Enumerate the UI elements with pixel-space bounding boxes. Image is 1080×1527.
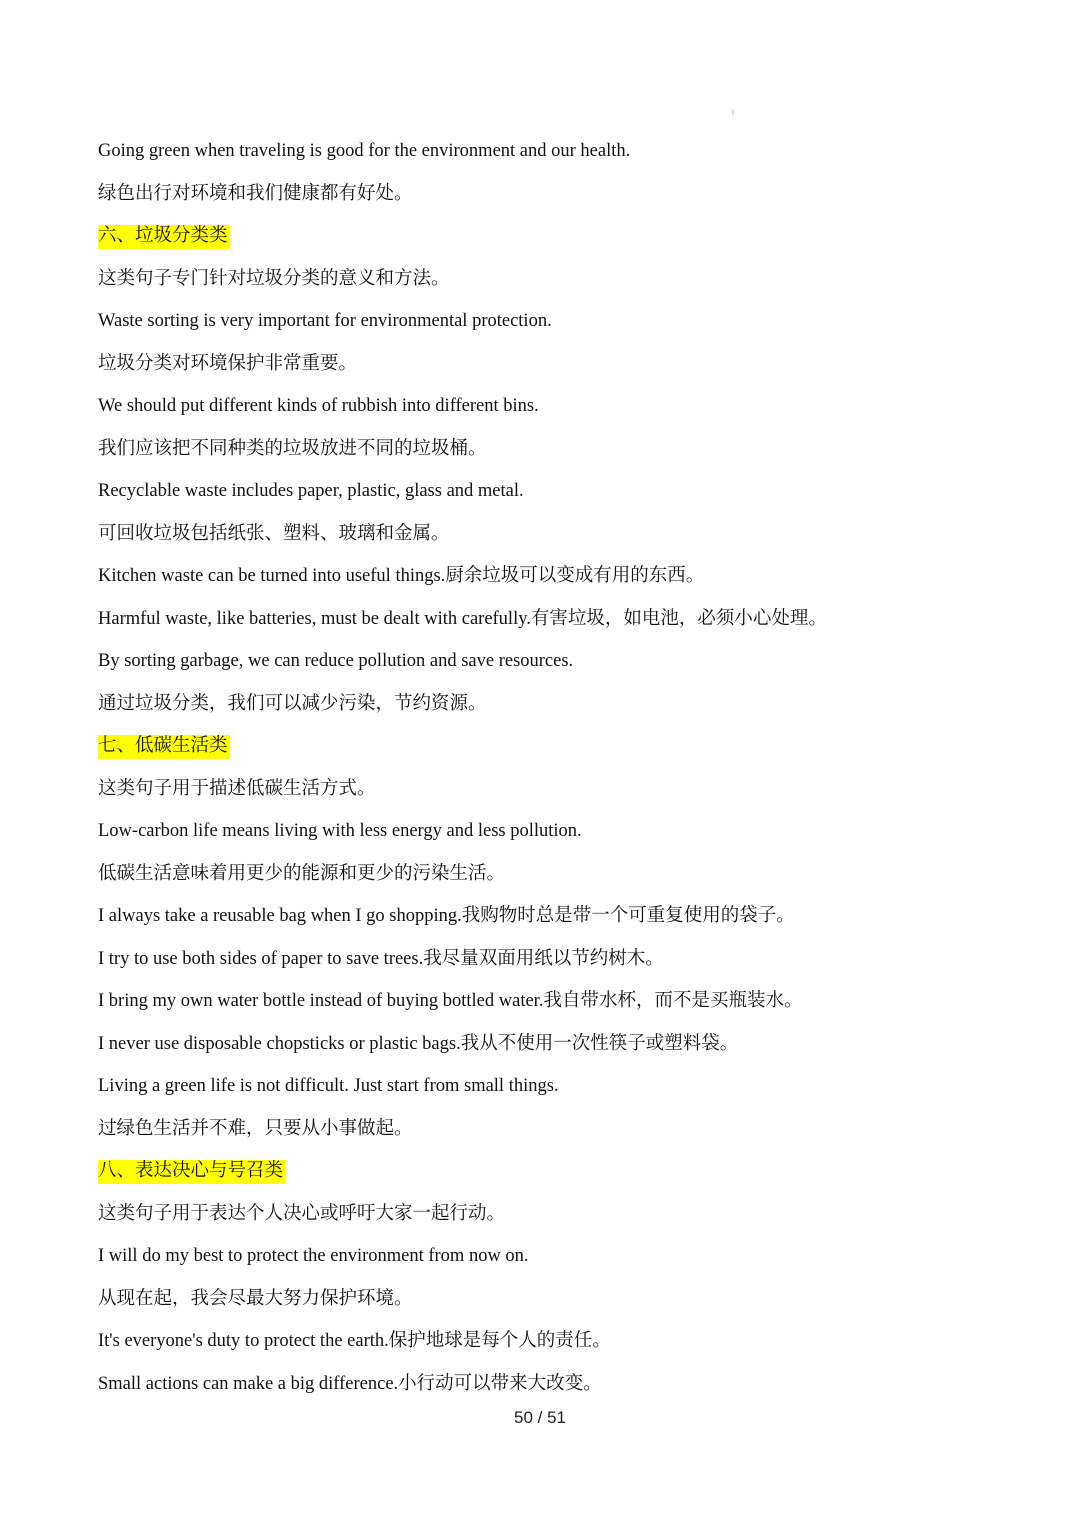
- paragraph-line: Harmful waste, like batteries, must be dealt with carefully.有害垃圾，如电池，必须小心处理。: [98, 608, 827, 629]
- paragraph-line: 通过垃圾分类，我们可以减少污染，节约资源。: [98, 693, 487, 714]
- paragraph-line: Waste sorting is very important for environmental protection.: [98, 311, 552, 331]
- paragraph-line: 绿色出行对环境和我们健康都有好处。: [98, 183, 413, 204]
- page-number: 50 / 51: [514, 1408, 566, 1427]
- paragraph-line: 过绿色生活并不难，只要从小事做起。: [98, 1118, 413, 1139]
- paragraph-line: 这类句子用于表达个人决心或呼吁大家一起行动。: [98, 1203, 506, 1224]
- paragraph-line: I bring my own water bottle instead of buying bottled water.我自带水杯，而不是买瓶装水。: [98, 991, 803, 1011]
- highlighted-heading-text: 八、表达决心与号召类: [98, 1160, 285, 1184]
- section-heading: [98, 732, 998, 775]
- paragraph-line: Living a green life is not difficult. Just start from small things.: [98, 1076, 559, 1096]
- paragraph-line: Going green when traveling is good for the environment and our health.: [98, 141, 631, 161]
- paragraph-line: 这类句子用于描述低碳生活方式。: [98, 778, 376, 799]
- corner-mark: i: [732, 108, 735, 117]
- paragraph-line: 这类句子专门针对垃圾分类的意义和方法。: [98, 268, 450, 289]
- paragraph-line: Kitchen waste can be turned into useful things.厨余垃圾可以变成有用的东西。: [98, 566, 705, 586]
- highlighted-heading-text: 六、垃圾分类类: [98, 225, 230, 249]
- highlighted-heading-text: 七、低碳生活类: [98, 735, 230, 759]
- paragraph-line: Recyclable waste includes paper, plastic, glass and metal.: [98, 481, 524, 501]
- document-body: [98, 137, 998, 1412]
- paragraph-line: Low-carbon life means living with less energy and less pollution.: [98, 821, 582, 841]
- paragraph-line: 低碳生活意味着用更少的能源和更少的污染生活。: [98, 863, 506, 884]
- paragraph-line: It's everyone's duty to protect the earth.保护地球是每个人的责任。: [98, 1331, 611, 1351]
- paragraph-line: 垃圾分类对环境保护非常重要。: [98, 353, 358, 374]
- paragraph-line: We should put different kinds of rubbish into different bins.: [98, 396, 539, 416]
- paragraph-line: Small actions can make a big difference.小行动可以带来大改变。: [98, 1373, 602, 1394]
- paragraph-line: I always take a reusable bag when I go shopping.我购物时总是带一个可重复使用的袋子。: [98, 906, 795, 926]
- paragraph-line: I never use disposable chopsticks or plastic bags.我从不使用一次性筷子或塑料袋。: [98, 1033, 739, 1054]
- section-heading: [98, 1157, 998, 1200]
- paragraph-line: 可回收垃圾包括纸张、塑料、玻璃和金属。: [98, 523, 450, 544]
- paragraph-line: By sorting garbage, we can reduce pollution and save resources.: [98, 651, 574, 671]
- paragraph-line: 我们应该把不同种类的垃圾放进不同的垃圾桶。: [98, 438, 487, 459]
- section-heading: [98, 222, 998, 265]
- paragraph-line: 从现在起，我会尽最大努力保护环境。: [98, 1288, 413, 1309]
- paragraph-line: I will do my best to protect the environment from now on.: [98, 1246, 529, 1266]
- paragraph-line: I try to use both sides of paper to save trees.我尽量双面用纸以节约树木。: [98, 948, 664, 969]
